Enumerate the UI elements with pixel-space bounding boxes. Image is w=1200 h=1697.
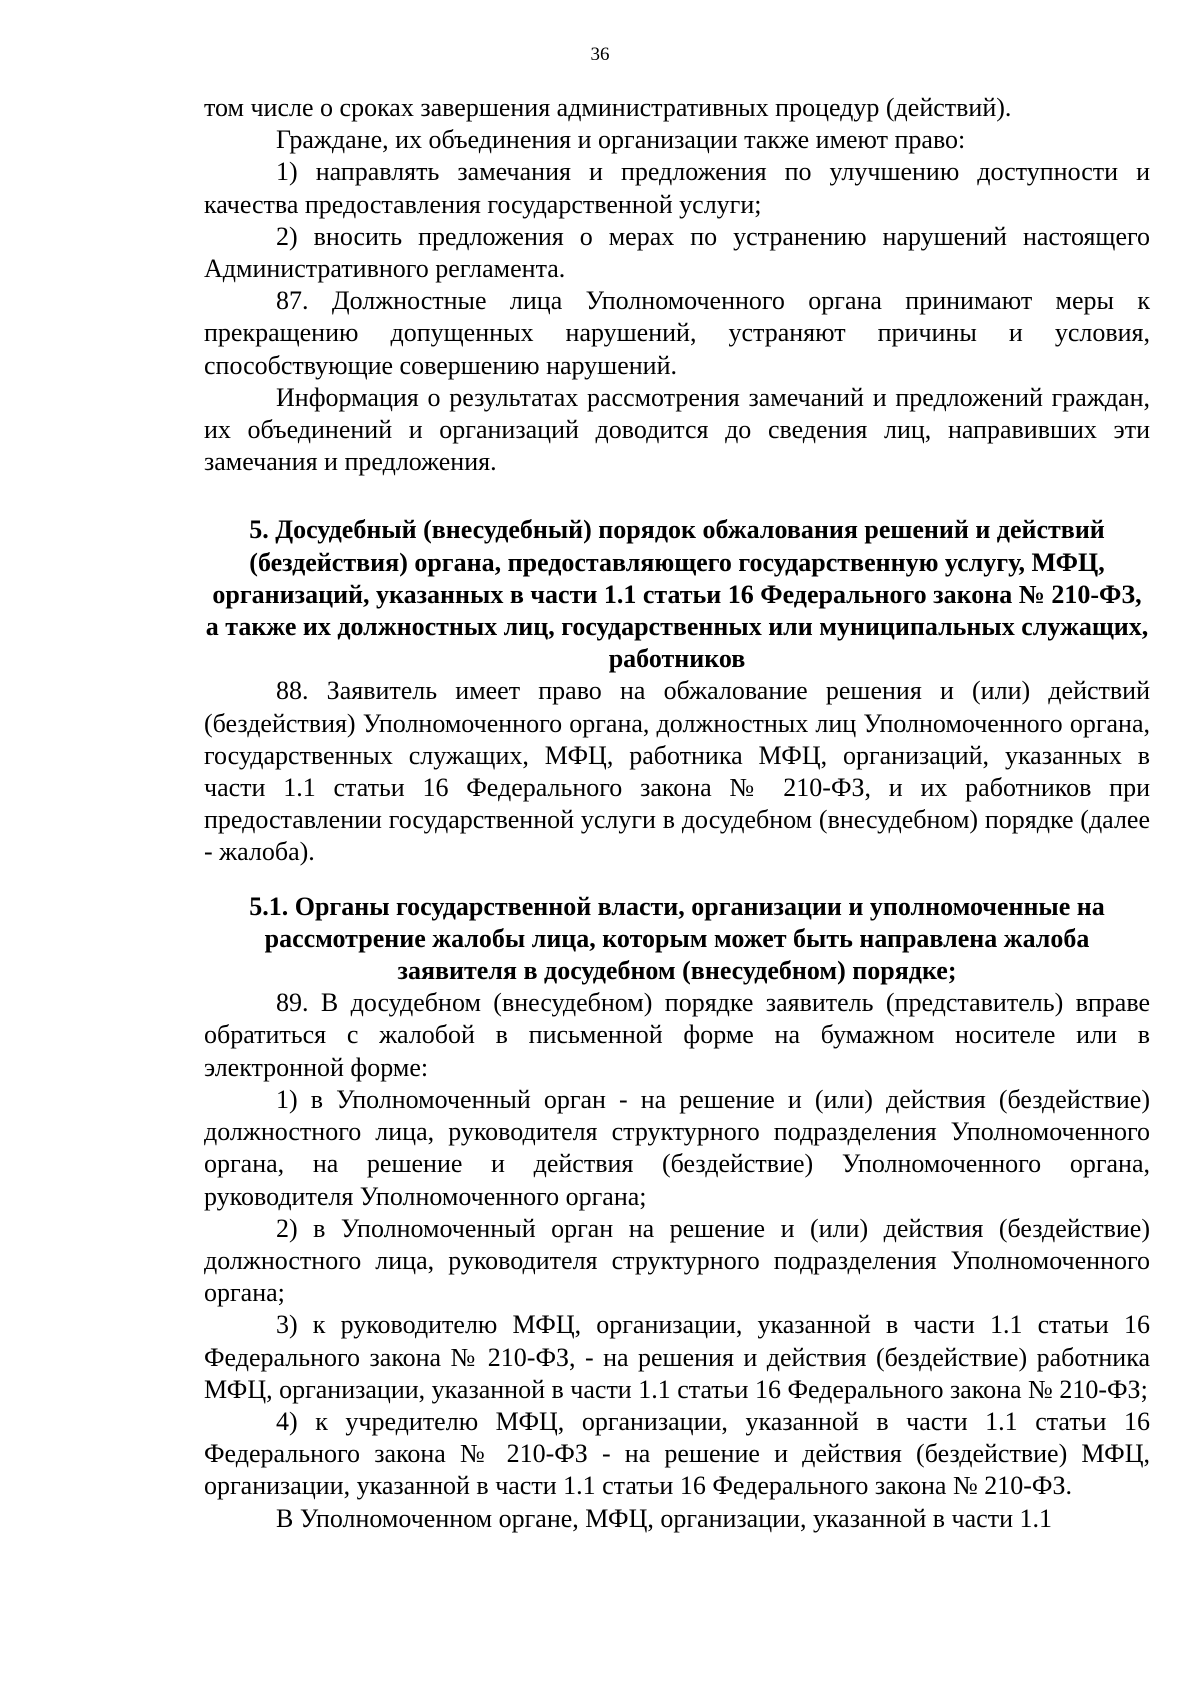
section-5-1-heading: 5.1. Органы государственной власти, организации и уполномоченные на рассмотрение жалобы лица, которым может быть направлена жалоба заявителя в досудебном (внесудебном) порядке;: [249, 891, 1105, 986]
section-5-heading: 5. Досудебный (внесудебный) порядок обжалования решений и действий (бездействия) органа, предоставляющего государственную услугу, МФЦ, организаций, указанных в части 1.1 статьи 16 Федерального закона № 210-ФЗ, а также их должностных лиц, государственных или муниципальных служащих, работников: [205, 515, 1149, 674]
paragraph-89-item-2: 2) в Уполномоченный орган на решение и (или) действия (бездействие) должностного лица, руководителя структурного подразделения Уполномоченного органа;: [204, 1213, 1150, 1308]
paragraph-87: 87. Должностные лица Уполномоченного органа принимают меры к прекращению допущенных нарушений, устраняют причины и условия, способствующие совершению нарушений.: [204, 286, 1150, 380]
paragraph-89-item-3: 3) к руководителю МФЦ, организации, указанной в части 1.1 статьи 16 Федерального закона № 210-ФЗ, - на решения и действия (бездействие) работника МФЦ, организации, указанной в части 1.1 статьи 16 Федерального закона № 210-ФЗ;: [204, 1310, 1150, 1404]
paragraph-88: 88. Заявитель имеет право на обжалование решения и (или) действий (бездействия) Уполномоченного органа, должностных лиц Уполномоченного органа, государственных служащих, МФЦ, работника МФЦ, организаций, указанных в части 1.1 статьи 16 Федерального закона № 210-ФЗ, и их работников при предоставлении государственной услуги в досудебном (внесудебном) порядке (далее - жалоба).: [204, 676, 1150, 867]
paragraph-information: Информация о результатах рассмотрения замечаний и предложений граждан, их объединений и организаций доводится до сведения лиц, направивших эти замечания и предложения.: [204, 382, 1150, 477]
paragraph-item-1: 1) направлять замечания и предложения по улучшению доступности и качества предоставления государственной услуги;: [204, 157, 1150, 219]
paragraph-final: В Уполномоченном органе, МФЦ, организации, указанной в части 1.1: [276, 1503, 1052, 1533]
paragraph-89-item-4: 4) к учредителю МФЦ, организации, указанной в части 1.1 статьи 16 Федерального закона № 210-ФЗ - на решение и действия (бездействие) МФЦ, организации, указанной в части 1.1 статьи 16 Федерального закона № 210-ФЗ.: [204, 1406, 1150, 1501]
page-number: 36: [590, 44, 610, 65]
paragraph-continuation: том числе о сроках завершения административных процедур (действий).: [204, 93, 1012, 122]
paragraph-89-item-1: 1) в Уполномоченный орган - на решение и (или) действия (бездействие) должностного лица, руководителя структурного подразделения Уполномоченного органа, на решение и действия (бездействие) Уполномоченного органа, руководителя Уполномоченного органа;: [204, 1084, 1150, 1211]
paragraph-89: 89. В досудебном (внесудебном) порядке заявитель (представитель) вправе обратиться с жалобой в письменной форме на бумажном носителе или в электронной форме:: [204, 988, 1150, 1082]
document-body: [204, 92, 1150, 1535]
paragraph-citizens-rights: Граждане, их объединения и организации также имеют право:: [276, 125, 966, 155]
paragraph-item-2: 2) вносить предложения о мерах по устранению нарушений настоящего Административного регламента.: [204, 221, 1150, 284]
